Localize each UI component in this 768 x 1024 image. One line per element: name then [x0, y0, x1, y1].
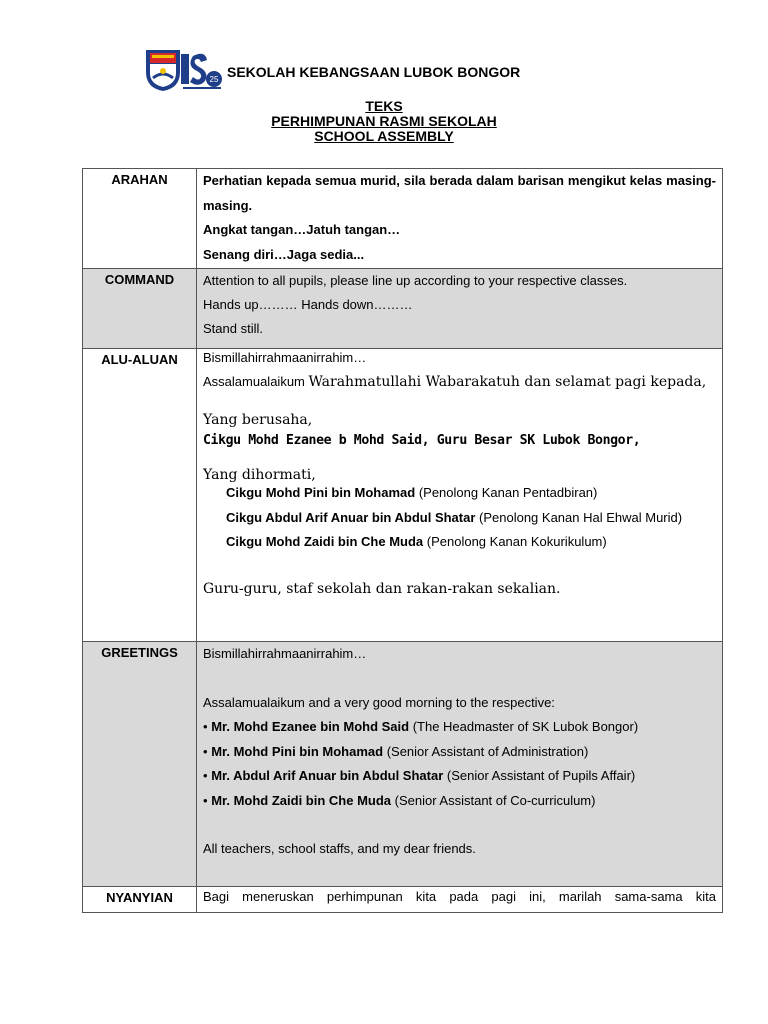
greet-person-4-name: Mr. Mohd Zaidi bin Che Muda [211, 792, 392, 808]
nyanyian-text: Bagi meneruskan perhimpunan kita pada pagi ini, marilah sama-sama kita [203, 889, 716, 904]
greet-person-2-name: Mr. Mohd Pini bin Mohamad [211, 743, 384, 759]
bullet: • [203, 768, 208, 783]
assembly-script-table [82, 168, 723, 913]
greet-person-2-role: (Senior Assistant of Administration) [383, 743, 589, 759]
alu-yang-dihormati: Yang dihormati, [203, 467, 316, 483]
greet-person-3-name: Mr. Abdul Arif Anuar bin Abdul Shatar [211, 768, 444, 783]
arahan-stand: Senang diri…Jaga sedia... [203, 246, 365, 262]
greet-person-4-role: (Senior Assistant of Co-curriculum) [391, 792, 596, 808]
school-name: SEKOLAH KEBANGSAAN LUBOK BONGOR [227, 64, 521, 80]
greet-person-2 [203, 740, 716, 765]
row-content-greetings [197, 642, 723, 887]
document-title [184, 99, 584, 144]
greet-person-4 [203, 789, 716, 814]
row-content-alu-aluan [197, 349, 723, 642]
title-line-school-assembly: SCHOOL ASSEMBLY [314, 128, 454, 144]
alu-person-3-role: (Penolong Kanan Kokurikulum) [423, 534, 607, 549]
row-label-command: COMMAND [83, 269, 197, 349]
title-line-perhimpunan: PERHIMPUNAN RASMI SEKOLAH [271, 113, 497, 129]
alu-headmaster: Cikgu Mohd Ezanee b Mohd Said, Guru Besar SK Lubok Bongor, [203, 433, 641, 448]
greet-person-1-role: (The Headmaster of SK Lubok Bongor) [409, 719, 639, 734]
greet-person-3 [203, 764, 716, 789]
greet-bismillah: Bismillahirrahmaanirrahim… [203, 646, 367, 661]
command-hands: Hands up……… Hands down……… [203, 297, 413, 312]
row-label-alu-aluan: ALU-ALUAN [83, 349, 197, 642]
row-content-nyanyian [197, 887, 723, 913]
row-label-nyanyian: NYANYIAN [83, 887, 197, 913]
bullet: • [203, 719, 208, 734]
greet-person-3-role: (Senior Assistant of Pupils Affair) [443, 768, 636, 783]
table-row-nyanyian [83, 887, 723, 913]
row-label-greetings: GREETINGS [83, 642, 197, 887]
arahan-instruction: Perhatian kepada semua murid, sila berada dalam barisan mengikut kelas masing-masing. [203, 173, 716, 213]
table-row-alu-aluan [83, 349, 723, 642]
alu-salam-start: Assalamualaikum [203, 374, 309, 389]
greet-salam: Assalamualaikum and a very good morning to the respective: [203, 694, 555, 710]
greet-person-1 [203, 715, 716, 740]
alu-person-2-name: Cikgu Abdul Arif Anuar bin Abdul Shatar [226, 509, 476, 525]
bullet: • [203, 792, 208, 808]
row-content-arahan [197, 169, 723, 269]
table-row-command [83, 269, 723, 349]
bullet: • [203, 743, 208, 759]
alu-person-1-role: (Penolong Kanan Pentadbiran) [415, 485, 598, 500]
alu-person-1-name: Cikgu Mohd Pini bin Mohamad [226, 485, 416, 500]
alu-closing: Guru-guru, staf sekolah dan rakan-rakan sekalian. [203, 580, 561, 597]
alu-person-2-role: (Penolong Kanan Hal Ehwal Murid) [475, 509, 683, 525]
row-content-command [197, 269, 723, 349]
command-stand: Stand still. [203, 321, 263, 336]
command-line-up: Attention to all pupils, please line up according to your respective classes. [203, 273, 628, 288]
alu-salam [203, 373, 716, 391]
greet-closing: All teachers, school staffs, and my dear friends. [203, 841, 476, 856]
alu-person-1 [203, 481, 716, 506]
greet-person-1-name: Mr. Mohd Ezanee bin Mohd Said [211, 719, 410, 734]
school-logo [143, 46, 223, 92]
row-label-arahan: ARAHAN [83, 169, 197, 269]
alu-salam-rest: Warahmatullahi Wabarakatuh dan selamat pagi kepada, [308, 374, 707, 390]
alu-bismillah: Bismillahirrahmaanirrahim… [203, 350, 367, 365]
logo-anniversary-number: 25 [209, 75, 219, 84]
alu-person-3-name: Cikgu Mohd Zaidi bin Che Muda [226, 534, 424, 549]
table-row-greetings [83, 642, 723, 887]
alu-yang-berusaha: Yang berusaha, [203, 412, 313, 428]
alu-person-3 [203, 530, 716, 555]
table-row-arahan [83, 169, 723, 269]
arahan-hands: Angkat tangan…Jatuh tangan… [203, 222, 401, 237]
title-line-teks: TEKS [365, 98, 403, 114]
alu-person-2 [203, 506, 716, 531]
